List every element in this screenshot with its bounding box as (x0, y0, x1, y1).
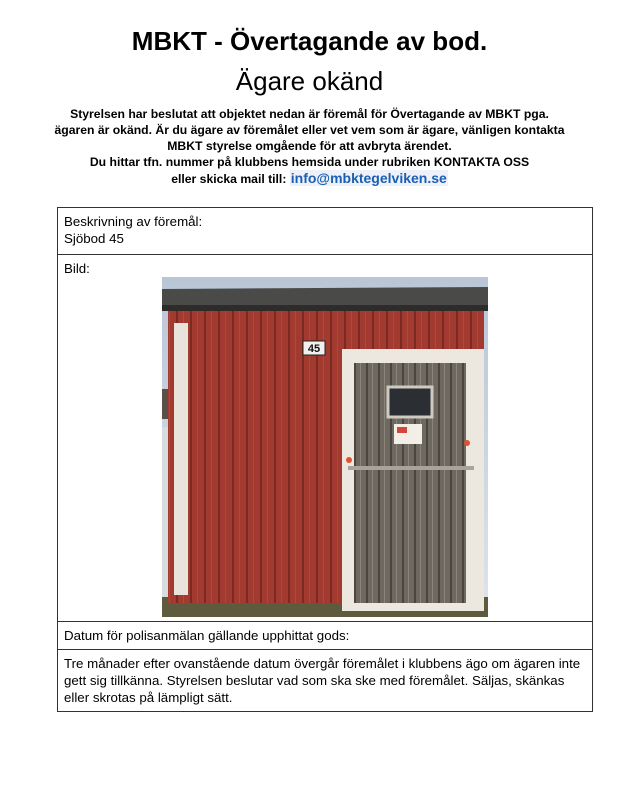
shed-photo (162, 277, 488, 617)
page-title: MBKT - Övertagande av bod. (131, 26, 488, 56)
intro-line: MBKT styrelse omgående för att avbryta ärendet. (167, 139, 452, 153)
description-value: Sjöbod 45 (64, 231, 124, 246)
notice-text: Tre månader efter ovanstående datum övergår föremålet i klubbens ägo om ägaren inte gett sig tillkänna. Styrelsen beslutar vad som ska ske med föremålet. Säljas, skänkas eller skrotas på lämpligt sätt. (58, 650, 593, 712)
police-label: Datum för polisanmälan gällande upphittat gods: (58, 622, 593, 650)
intro-line-mail (40, 170, 579, 187)
image-row (58, 255, 593, 622)
image-label: Bild: (64, 261, 90, 276)
mail-prefix: eller skicka mail till: (171, 172, 287, 186)
description-row (58, 208, 593, 255)
email-link[interactable]: info@mbktegelviken.se (290, 170, 447, 186)
page-subtitle: Ägare okänd (235, 66, 384, 96)
notice-row (58, 650, 593, 712)
intro-line: Styrelsen har beslutat att objektet nedan är föremål för Övertagande av MBKT pga. (70, 107, 549, 121)
intro-line: ägaren är okänd. Är du ägare av föremålet eller vet vem som är ägare, vänligen kontakta (54, 123, 565, 137)
shed-photo-svg (162, 277, 488, 617)
object-form (57, 207, 593, 712)
intro-line: Du hittar tfn. nummer på klubbens hemsida under rubriken KONTAKTA OSS (89, 155, 530, 169)
intro-text (40, 106, 579, 187)
shed-number: 45 (307, 343, 321, 355)
description-label: Beskrivning av föremål: (64, 214, 203, 229)
police-row (58, 622, 593, 650)
